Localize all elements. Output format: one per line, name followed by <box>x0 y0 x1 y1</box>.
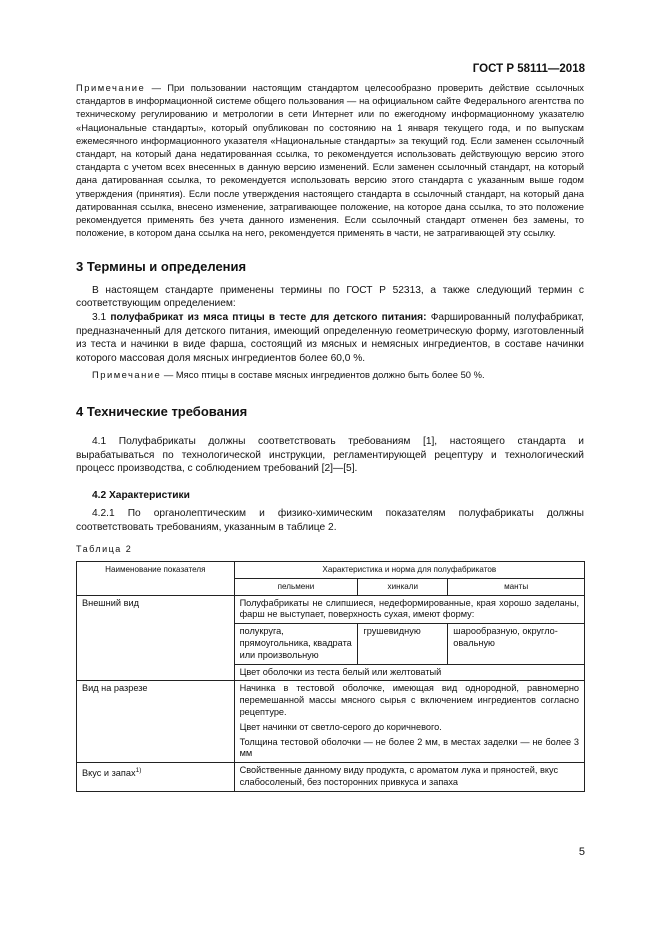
note-text: — Мясо птицы в составе мясных ингредиентов должно быть более 50 %. <box>163 369 485 380</box>
header-manty: манты <box>448 578 585 595</box>
paragraph-4-1: 4.1 Полуфабрикаты должны соответствовать требованиям [1], настоящего стандарта и вырабатываться по технологической инструкции, регламентирующей рецептуру и технологический процесс производства, с соблюдением требований [2]—[5]. <box>76 436 584 475</box>
row-label-cut: Вид на разрезе <box>77 681 235 763</box>
term-name: полуфабрикат из мяса птицы в тесте для детского питания: <box>110 312 427 323</box>
note-text: — При пользовании настоящим стандартом целесообразно проверить действие ссылочных стандартов в информационной системе общего пользования — на официальном сайте Федерального агентства по техническому регулированию и метрологии в сети Интернет или по ежегодному информационному указателю «Национальные стандарты», который опубликован по состоянию на 1 января текущего года, и по выпускам ежемесячного информационного указателя «Национальные стандарты» за текущий год. Если заменен ссылочный стандарт, на который дана недатированная ссылка, то рекомендуется использовать действующую версию этого стандарта с учетом всех внесенных в данную версию изменений. Если заменен ссылочный стандарт, на который дана датированная ссылка, то рекомендуется использовать версию этого стандарта с указанным выше годом утверждения (принятия). Если после утверждения настоящего стандарта в ссылочный стандарт, на который дана датированная ссылка, внесено изменение, затрагивающее положение, на которое дана ссылка, то это положение рекомендуется применять без учета данного изменения. Если ссылочный стандарт отменен без замены, то положение, в котором дана ссылка на него, рекомендуется применять в части, не затрагивающей эту ссылку. <box>76 82 584 239</box>
appearance-pelmeni: полукруга, прямоугольника, квадрата или произвольную <box>234 624 358 664</box>
section-3-heading: 3 Термины и определения <box>76 259 247 274</box>
cut-filling: Начинка в тестовой оболочке, имеющая вид однородной, равномерно перемешанной массы мясного сырья с включением ингредиентов согласно рецептуре. <box>239 683 579 717</box>
term-definition <box>76 311 584 365</box>
note-label: Примечание <box>92 369 162 380</box>
cut-color: Цвет начинки от светло-серого до коричневого. <box>239 721 442 732</box>
taste-description: Свойственные данному виду продукта, с ароматом лука и пряностей, вкус слабосоленый, без посторонних привкуса и запаха <box>234 763 584 792</box>
term-text: Фаршированный полуфабрикат, предназначенный для детского питания, имеющий определенную геометрическую форму, изготовленный из теста и начинки в виде фарша, состоящий из мясных и немясных ингредиентов, в составе начинки которого массовая доля мясных ингредиентов более 60,0 %. <box>76 312 584 364</box>
row-label-taste <box>77 763 235 792</box>
header-group: Характеристика и норма для полуфабрикатов <box>234 562 584 579</box>
section-4-heading: 4 Технические требования <box>76 404 248 419</box>
characteristics-table <box>76 561 585 792</box>
appearance-khinkali: грушевидную <box>358 624 448 664</box>
note-poultry <box>92 369 485 380</box>
page-number: 5 <box>578 846 585 858</box>
document-code: ГОСТ Р 58111—2018 <box>472 63 585 75</box>
appearance-manty: шарообразную, округло-овальную <box>448 624 585 664</box>
cut-thickness: Толщина тестовой оболочки — не более 2 мм, в местах заделки — не более 3 мм <box>239 736 579 759</box>
footnote-mark: 1) <box>135 767 142 775</box>
header-khinkali: хинкали <box>358 578 448 595</box>
cut-description <box>234 681 584 763</box>
subsection-4-2-heading: 4.2 Характеристики <box>92 490 190 501</box>
appearance-common: Полуфабрикаты не слипшиеся, недеформированные, края хорошо заделаны, фарш не выступает, поверхность сухая, имеют форму: <box>234 595 584 624</box>
header-pelmeni: пельмени <box>234 578 358 595</box>
term-number: 3.1 <box>92 312 107 323</box>
row-label-appearance: Внешний вид <box>77 595 235 681</box>
paragraph-4-2-1: 4.2.1 По органолептическим и физико-химическим показателям полуфабрикаты должны соответствовать требованиям, указанным в таблице 2. <box>76 508 584 533</box>
section-3-intro: В настоящем стандарте применены термины по ГОСТ Р 52313, а также следующий термин с соответствующим определением: <box>76 285 584 310</box>
appearance-shell-color: Цвет оболочки из теста белый или желтоватый <box>234 664 584 681</box>
header-indicator: Наименование показателя <box>77 562 235 596</box>
note-references <box>76 81 584 239</box>
note-label: Примечание <box>76 82 146 93</box>
table-caption: Таблица 2 <box>76 544 133 554</box>
taste-label: Вкус и запах <box>82 768 136 779</box>
